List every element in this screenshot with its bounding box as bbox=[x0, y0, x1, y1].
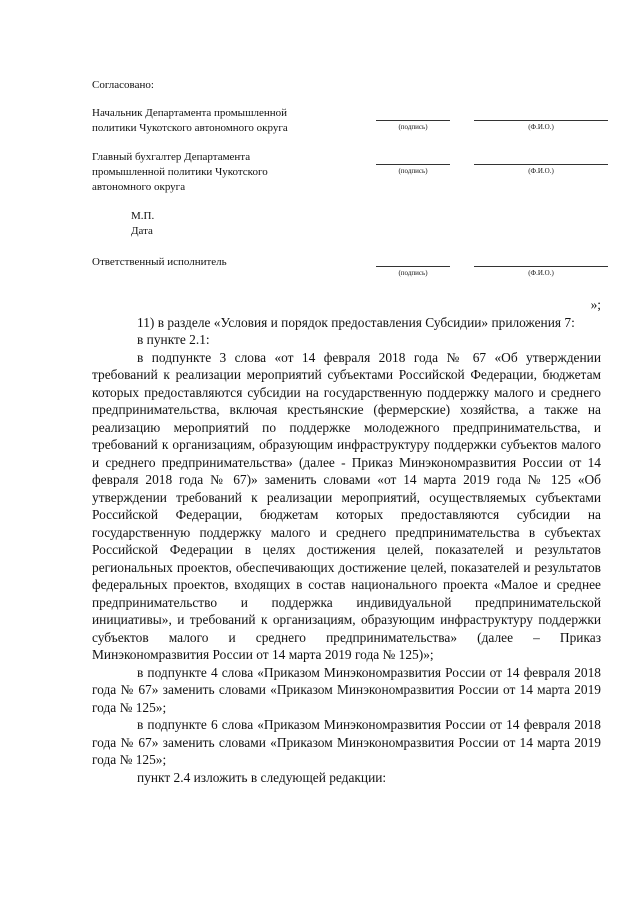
signer2-name-line bbox=[474, 164, 608, 165]
paragraph-item-2-4: пункт 2.4 изложить в следующей редакции: bbox=[137, 769, 387, 785]
amendment-text bbox=[92, 296, 601, 786]
executor-name-line bbox=[474, 266, 608, 267]
signer1-title-line2: политики Чукотского автономного округа bbox=[92, 122, 288, 134]
closing-quote: »; bbox=[590, 297, 601, 312]
executor-label: Ответственный исполнитель bbox=[92, 256, 227, 268]
executor-signature-caption: (подпись) bbox=[398, 269, 428, 277]
approval-heading: Согласовано: bbox=[92, 79, 154, 91]
signer2-signature-line bbox=[376, 164, 450, 165]
signer2-title-line3: автономного округа bbox=[92, 181, 186, 193]
paragraph-item-2-1: в пункте 2.1: bbox=[137, 332, 210, 347]
signer1-name-line bbox=[474, 120, 608, 121]
date-label: Дата bbox=[131, 225, 153, 237]
paragraph-section-11: 11) в разделе «Условия и порядок предоставления Субсидии» приложения 7: bbox=[137, 314, 575, 330]
signer1-name-caption: (Ф.И.О.) bbox=[528, 123, 554, 131]
signer2-name-caption: (Ф.И.О.) bbox=[528, 167, 554, 175]
paragraph-subitem-4: в подпункте 4 слова «Приказом Минэкономразвития России от 14 февраля 2018 года № 67» заменить словами «Приказом Минэкономразвития России от 14 марта 2019 года № 125»; bbox=[92, 664, 601, 715]
signer1-signature-line bbox=[376, 120, 450, 121]
signer2-title-line2: промышленной политики Чукотского bbox=[92, 166, 268, 178]
signer2-title-line1: Главный бухгалтер Департамента bbox=[92, 151, 251, 163]
executor-signature-line bbox=[376, 266, 450, 267]
signer1-title-line1: Начальник Департамента промышленной bbox=[92, 107, 288, 119]
paragraph-subitem-6: в подпункте 6 слова «Приказом Минэкономразвития России от 14 февраля 2018 года № 67» заменить словами «Приказом Минэкономразвития России от 14 марта 2019 года № 125»; bbox=[92, 717, 601, 767]
stamp-label: М.П. bbox=[131, 210, 155, 222]
paragraph-subitem-3: в подпункте 3 слова «от 14 февраля 2018 года № 67 «Об утверждении требований к реализации мероприятий субъектами Российской Федерации, бюджетам которых предоставляются субсидии на государственную поддержку малого и среднего предпринимательства, включая крестьянские (фермерские) хозяйства, а также на реализацию мероприятий по поддержке молодежного предпринимательства, и требований к организациям, образующим инфраструктуру поддержки субъектов малого и среднего предпринимательства» (далее - Приказ Минэкономразвития России от 14 февраля 2018 года № 67)» заменить словами «от 14 марта 2019 года № 125 «Об утверждении требований к реализации мероприятий, осуществляемых субъектами Российской Федерации, бюджетам которых предоставляются субсидии на государственную поддержку малого и среднего предпринимательства в субъектах Российской Федерации в целях достижения целей, показателей и результатов региональных проектов, обеспечивающих достижение целей, показателей и результатов федеральных проектов, входящих в состав национального проекта «Малое и среднее предпринимательство и поддержка индивидуальной предпринимательской инициативы», и требований к организациям, образующим инфраструктуру поддержки субъектов малого и среднего предпринимательства» (далее – Приказ Минэкономразвития России от 14 марта 2019 года № 125)»; bbox=[92, 349, 601, 662]
executor-name-caption: (Ф.И.О.) bbox=[528, 269, 554, 277]
signer1-signature-caption: (подпись) bbox=[398, 123, 428, 131]
signer2-signature-caption: (подпись) bbox=[398, 167, 428, 175]
